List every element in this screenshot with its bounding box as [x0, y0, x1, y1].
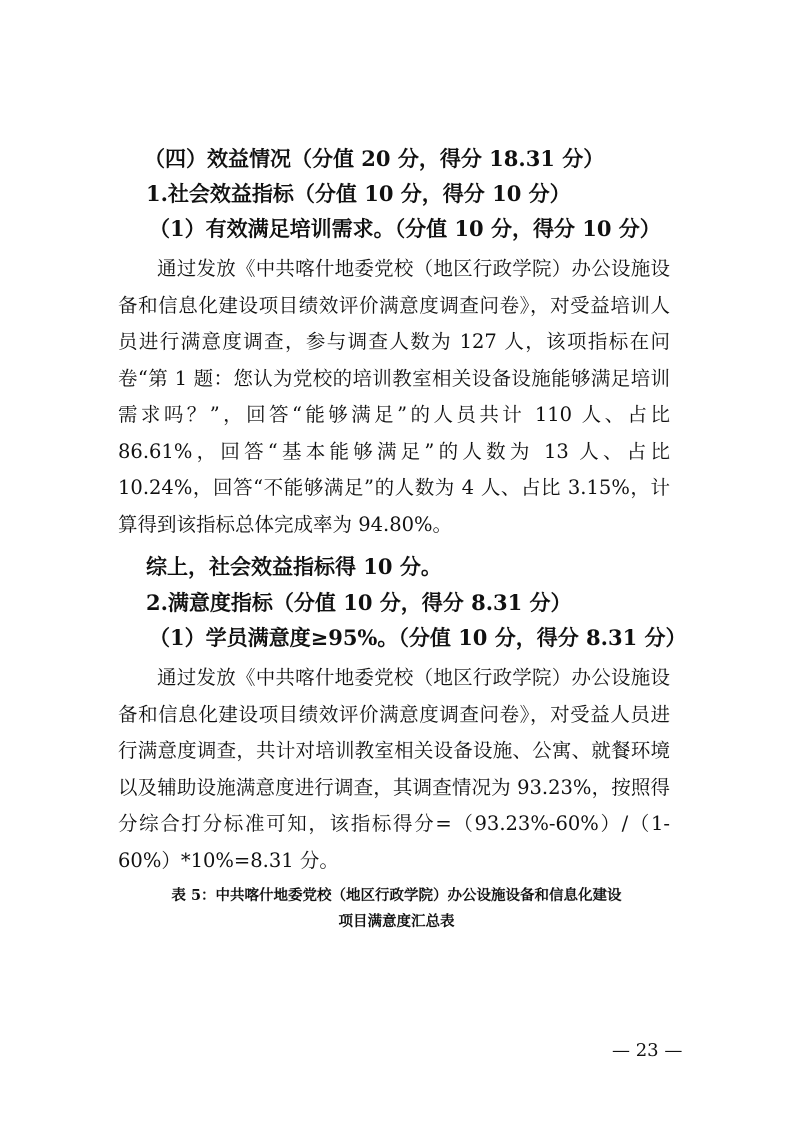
social-item-heading: （1）有效满足培训需求。（分值 10 分，得分 10 分） — [149, 216, 661, 241]
satisfaction-paragraph: 通过发放《中共喀什地委党校（地区行政学院）办公设施设备和信息化建设项目绩效评价满意度调查问卷》，对受益人员进行满意度调查，共计对培训教室相关设备设施、公寓、就餐环境以及辅助设施满意度进行调查，其调查情况为 93.23%，按照得分综合打分标准可知，该指标得分=（93.23%-60%）/（1-60%）*10%=8.31 分。 — [118, 666, 670, 872]
social-summary: 综上，社会效益指标得 10 分。 — [146, 554, 442, 579]
table-caption-line1: 表 5：中共喀什地委党校（地区行政学院）办公设施设备和信息化建设 — [171, 887, 622, 904]
satisfaction-heading: 2.满意度指标（分值 10 分，得分 8.31 分） — [146, 590, 572, 615]
social-benefit-paragraph: 通过发放《中共喀什地委党校（地区行政学院）办公设施设备和信息化建设项目绩效评价满意度调查问卷》，对受益培训人员进行满意度调查，参与调查人数为 127 人，该项指标在问卷“第 1 题：您认为党校的培训教室相关设备设施能够满足培训需求吗？”，回答“能够满足”的人员共计 110 人、占比 86.61%，回答“基本能够满足”的人数为 13 人、占比 10.24%，回答“不能够满足”的人数为 4 人、占比 3.15%，计算得到该指标总体完成率为 94.80%。 — [118, 257, 670, 536]
satisfaction-item-heading: （1）学员满意度≥95%。（分值 10 分，得分 8.31 分） — [149, 625, 687, 650]
social-benefit-heading: 1.社会效益指标（分值 10 分，得分 10 分） — [146, 181, 571, 206]
page-number: — 23 — — [612, 1040, 683, 1061]
table-caption-line2: 项目满意度汇总表 — [338, 913, 455, 930]
benefit-heading: （四）效益情况（分值 20 分，得分 18.31 分） — [144, 146, 605, 171]
